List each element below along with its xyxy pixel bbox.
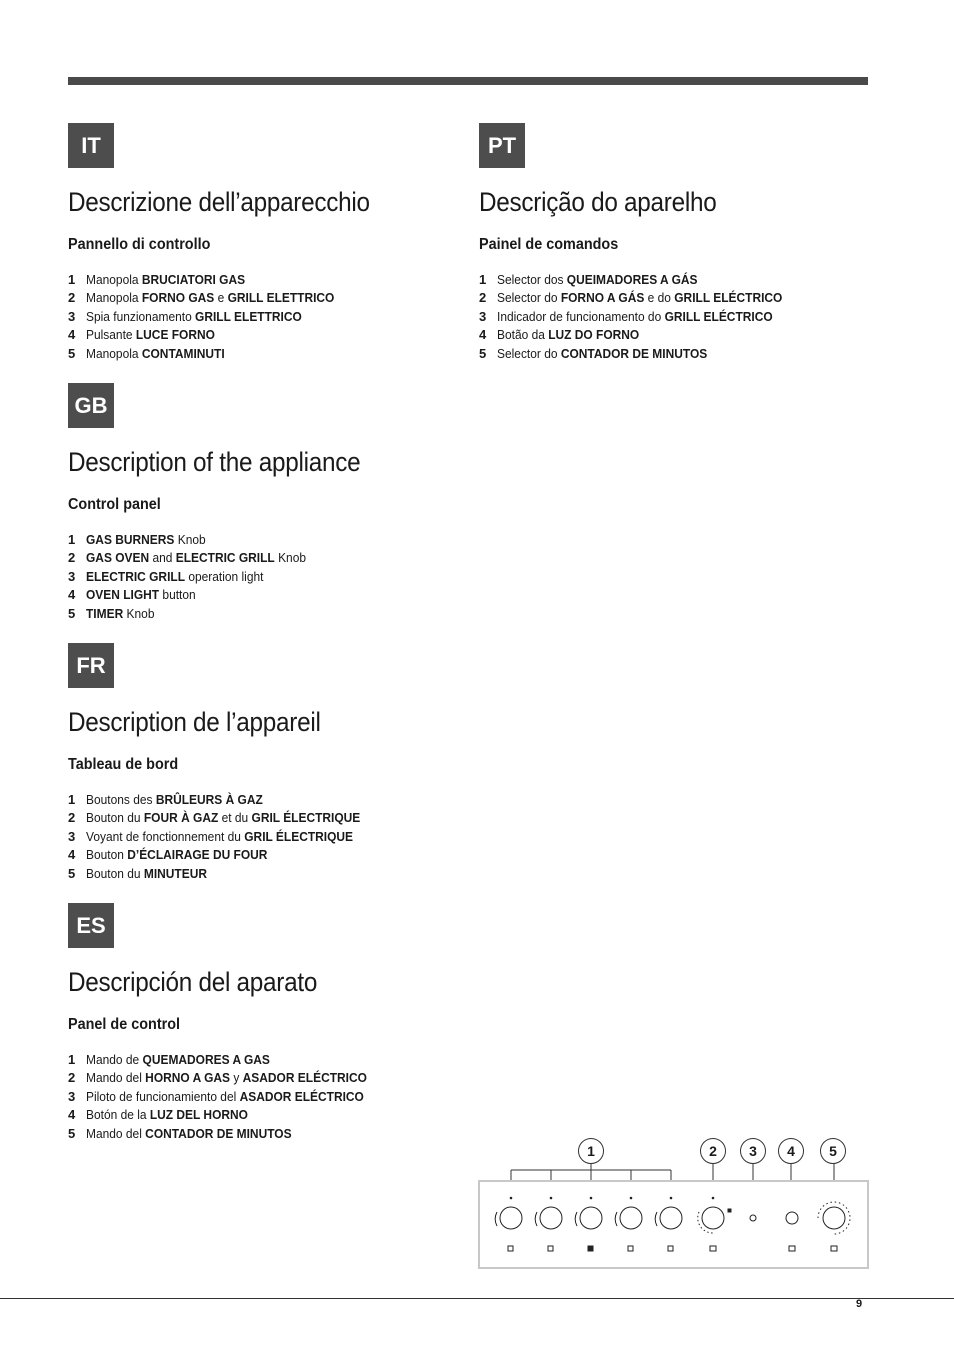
- item-text: [86, 810, 360, 825]
- item-number: 2: [479, 290, 487, 306]
- item-text: [497, 309, 773, 324]
- item-number: 5: [68, 345, 76, 361]
- item-number: 4: [68, 1107, 76, 1123]
- item-bold: QUEMADORES A GAS: [142, 1052, 270, 1067]
- burner-knob-icon: [615, 1197, 642, 1251]
- item-number: 2: [68, 290, 76, 306]
- callout-5: 5: [820, 1138, 846, 1164]
- item-number: 4: [68, 587, 76, 603]
- item-text: [86, 327, 215, 342]
- item-number: 2: [68, 810, 76, 826]
- item-number: 5: [68, 605, 76, 621]
- lang-badge-it: IT: [68, 123, 114, 168]
- item-bold2: GRILL ELETTRICO: [227, 290, 335, 306]
- item-number: 3: [68, 308, 76, 324]
- item-bold2: ASADOR ELÉCTRICO: [242, 1070, 367, 1086]
- item-bold2: GRILL ELÉCTRICO: [674, 290, 783, 306]
- item-text: [86, 532, 206, 547]
- item-number: 5: [68, 1125, 76, 1141]
- lang-badge-fr: FR: [68, 643, 114, 688]
- section-pt: [479, 123, 783, 361]
- item-text: [86, 829, 353, 844]
- item-number: 1: [479, 272, 487, 287]
- section-subtitle-pt: Painel de comandos: [479, 236, 619, 253]
- item-number: 1: [68, 792, 76, 807]
- item-text: [497, 346, 707, 361]
- item-bold: LUCE FORNO: [135, 327, 215, 343]
- section-title-pt: Descrição do aparelho: [479, 187, 717, 217]
- item-pre: Manopola: [86, 272, 142, 287]
- timer-knob-icon: [818, 1202, 850, 1251]
- lang-badge-pt: PT: [479, 123, 525, 168]
- item-bold: FORNO GAS: [141, 290, 215, 306]
- item-number: 5: [68, 865, 76, 881]
- burner-knob-icon: [535, 1197, 562, 1251]
- item-bold: TIMER: [86, 605, 124, 621]
- section-fr: [68, 643, 361, 881]
- item-text: [86, 1089, 364, 1104]
- item-mid: e do: [644, 290, 675, 306]
- item-bold: CONTAMINUTI: [141, 345, 225, 361]
- item-text: [497, 327, 639, 342]
- oven-knob-icon: [698, 1197, 731, 1251]
- item-text: [86, 290, 334, 305]
- section-title-it: Descrizione dell’apparecchio: [68, 187, 370, 217]
- section-gb: [68, 383, 361, 621]
- item-text: [86, 550, 306, 565]
- control-panel: [478, 1180, 869, 1269]
- item-pre: Selector do: [497, 290, 561, 306]
- item-bold: GAS OVEN: [86, 550, 150, 566]
- oven-light-button-icon: [786, 1212, 798, 1251]
- item-number: 3: [68, 1088, 76, 1104]
- item-pre: Voyant de fonctionnement du: [86, 828, 245, 844]
- section-subtitle-fr: Tableau de bord: [68, 756, 179, 773]
- item-bold: GAS BURNERS: [86, 532, 175, 547]
- item-pre: Spia funzionamento: [86, 308, 196, 324]
- lang-badge-es: ES: [68, 903, 114, 948]
- item-bold: CONTADOR DE MINUTOS: [560, 345, 708, 361]
- item-number: 1: [68, 532, 76, 547]
- item-mid: e: [214, 290, 228, 306]
- item-pre: Indicador de funcionamento do: [497, 308, 665, 324]
- burner-knob-icon: [575, 1197, 602, 1251]
- item-bold: HORNO A GAS: [145, 1070, 231, 1086]
- item-text: [86, 792, 263, 807]
- item-bold: BRÛLEURS À GAZ: [155, 792, 263, 807]
- item-pre: Mando del: [86, 1125, 146, 1141]
- grill-light-icon: [750, 1215, 756, 1221]
- item-pre: Bouton du: [86, 865, 144, 881]
- item-pre: Botón de la: [86, 1107, 150, 1123]
- item-number: 4: [479, 327, 487, 343]
- item-bold: BRUCIATORI GAS: [141, 272, 246, 287]
- section-subtitle-es: Panel de control: [68, 1016, 181, 1033]
- section-it: [68, 123, 370, 361]
- item-text: [86, 1070, 367, 1085]
- top-rule: [68, 77, 868, 85]
- item-number: 3: [68, 828, 76, 844]
- item-pre: Boutons des: [86, 792, 156, 807]
- item-bold: OVEN LIGHT: [86, 587, 160, 603]
- item-number: 1: [68, 1052, 76, 1067]
- item-text: [86, 847, 267, 862]
- section-es: [68, 903, 367, 1141]
- item-pre: Bouton: [86, 847, 128, 863]
- item-number: 1: [68, 272, 76, 287]
- item-bold: ASADOR ELÉCTRICO: [239, 1088, 364, 1104]
- item-bold: FORNO A GÁS: [560, 290, 645, 306]
- section-subtitle-gb: Control panel: [68, 496, 161, 513]
- item-bold: D’ÉCLAIRAGE DU FOUR: [127, 847, 268, 863]
- item-text: [497, 272, 698, 287]
- item-text: [497, 290, 782, 305]
- burner-knob-icon: [495, 1197, 522, 1251]
- item-bold: GRILL ELÉCTRICO: [664, 308, 773, 324]
- item-number: 5: [479, 345, 487, 361]
- item-text: [86, 272, 245, 287]
- item-mid: button: [159, 587, 196, 603]
- item-bold: GRILL ELETTRICO: [195, 308, 302, 324]
- section-title-gb: Description of the appliance: [68, 447, 361, 477]
- item-pre: Mando del: [86, 1070, 146, 1086]
- item-bold: FOUR À GAZ: [143, 810, 219, 826]
- callout-3: 3: [740, 1138, 766, 1164]
- section-subtitle-it: Pannello di controllo: [68, 236, 211, 253]
- page-number: 9: [856, 1298, 863, 1310]
- item-text: [86, 1052, 270, 1067]
- item-bold: CONTADOR DE MINUTOS: [145, 1125, 292, 1141]
- item-pre: Pulsante: [86, 327, 136, 343]
- item-bold2: ELECTRIC GRILL: [175, 550, 275, 566]
- section-title-fr: Description de l’appareil: [68, 707, 321, 737]
- item-text: [86, 569, 263, 584]
- item-pre: Botão da: [497, 327, 549, 343]
- panel-drawing: [480, 1182, 867, 1267]
- item-number: 4: [68, 327, 76, 343]
- item-bold: QUEIMADORES A GÁS: [566, 272, 698, 287]
- item-post: Knob: [274, 550, 307, 566]
- item-number: 3: [479, 308, 487, 324]
- item-bold: LUZ DO FORNO: [548, 327, 640, 343]
- item-number: 2: [68, 1070, 76, 1086]
- item-pre: Selector do: [497, 345, 561, 361]
- item-text: [86, 1126, 292, 1141]
- item-text: [86, 587, 196, 602]
- bottom-rule: [0, 1298, 954, 1299]
- item-bold: GRIL ÉLECTRIQUE: [244, 828, 354, 844]
- burner-knob-icon: [655, 1197, 682, 1251]
- item-text: [86, 606, 154, 621]
- item-number: 2: [68, 550, 76, 566]
- item-mid: Knob: [123, 605, 155, 621]
- item-number: 4: [68, 847, 76, 863]
- item-bold: LUZ DEL HORNO: [149, 1107, 248, 1123]
- item-mid: operation light: [185, 568, 264, 584]
- item-number: 3: [68, 568, 76, 584]
- item-text: [86, 866, 207, 881]
- item-pre: Manopola: [86, 290, 142, 306]
- item-pre: Manopola: [86, 345, 142, 361]
- item-bold: MINUTEUR: [143, 865, 207, 881]
- callout-1: 1: [578, 1138, 604, 1164]
- item-text: [86, 346, 225, 361]
- item-text: [86, 1107, 248, 1122]
- section-title-es: Descripción del aparato: [68, 967, 318, 997]
- item-pre: Piloto de funcionamiento del: [86, 1088, 240, 1104]
- lang-badge-gb: GB: [68, 383, 114, 428]
- item-pre: Mando de: [86, 1052, 143, 1067]
- item-mid: Knob: [174, 532, 206, 547]
- item-pre: Selector dos: [497, 272, 567, 287]
- callout-4: 4: [778, 1138, 804, 1164]
- item-mid: and: [149, 550, 176, 566]
- item-mid: y: [230, 1070, 243, 1086]
- item-mid: et du: [218, 810, 252, 826]
- item-text: [86, 309, 302, 324]
- item-bold: ELECTRIC GRILL: [86, 568, 186, 584]
- callout-2: 2: [700, 1138, 726, 1164]
- item-pre: Bouton du: [86, 810, 144, 826]
- item-bold2: GRIL ÉLECTRIQUE: [251, 810, 361, 826]
